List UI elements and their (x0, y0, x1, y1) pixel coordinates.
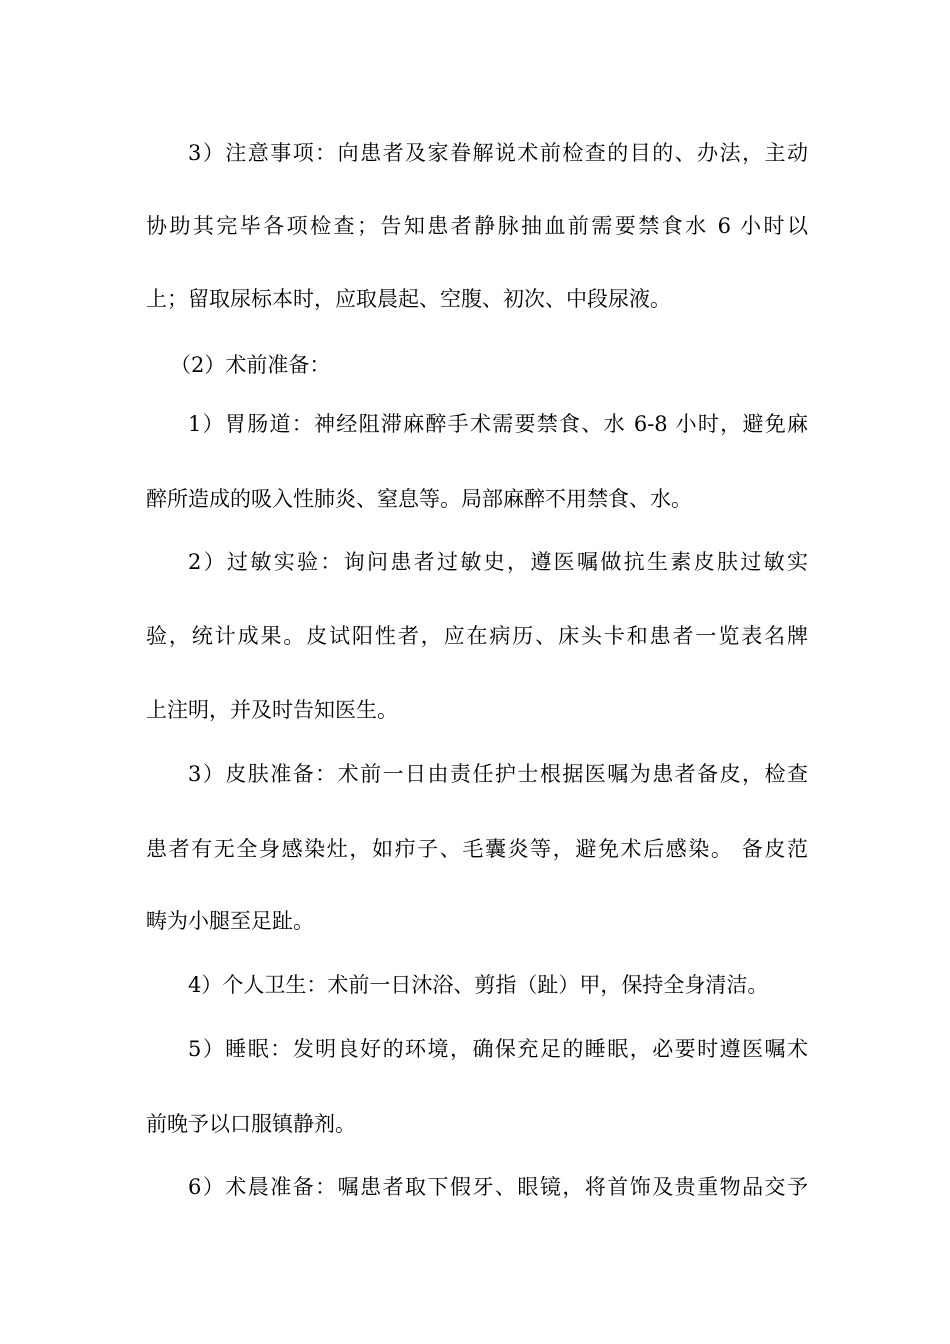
paragraph-line: 1）胃肠道：神经阻滞麻醉手术需要禁食、水 6-8 小时，避免麻 (188, 412, 808, 436)
paragraph-line: 上注明，并及时告知医生。 (146, 698, 398, 722)
paragraph-line: 醉所造成的吸入性肺炎、窒息等。局部麻醉不用禁食、水。 (146, 487, 692, 511)
paragraph-line: 协助其完毕各项检查；告知患者静脉抽血前需要禁食水 6 小时以 (146, 214, 808, 238)
paragraph-line: 6）术晨准备：嘱患者取下假牙、眼镜，将首饰及贵重物品交予 (188, 1175, 808, 1199)
section-heading: （2）术前准备： (170, 353, 331, 377)
paragraph-line: 验，统计成果。皮试阳性者，应在病历、床头卡和患者一览表名牌 (146, 624, 808, 648)
paragraph-line: 3）皮肤准备：术前一日由责任护士根据医嘱为患者备皮，检查 (188, 762, 808, 786)
paragraph-line: 畴为小腿至足趾。 (146, 909, 314, 933)
paragraph-line: 患者有无全身感染灶，如疖子、毛囊炎等，避免术后感染。 备皮范 (146, 837, 808, 861)
paragraph-line: 3）注意事项：向患者及家眷解说术前检查的目的、办法，主动 (188, 141, 808, 165)
paragraph-line: 前晚予以口服镇静剂。 (146, 1112, 356, 1136)
paragraph-line: 2）过敏实验：询问患者过敏史，遵医嘱做抗生素皮肤过敏实 (188, 550, 808, 574)
paragraph-line: 上；留取尿标本时，应取晨起、空腹、初次、中段尿液。 (146, 287, 671, 311)
paragraph-line: 5）睡眠：发明良好的环境，确保充足的睡眠，必要时遵医嘱术 (188, 1037, 808, 1061)
paragraph-line: 4）个人卫生：术前一日沐浴、剪指（趾）甲，保持全身清洁。 (188, 973, 769, 997)
